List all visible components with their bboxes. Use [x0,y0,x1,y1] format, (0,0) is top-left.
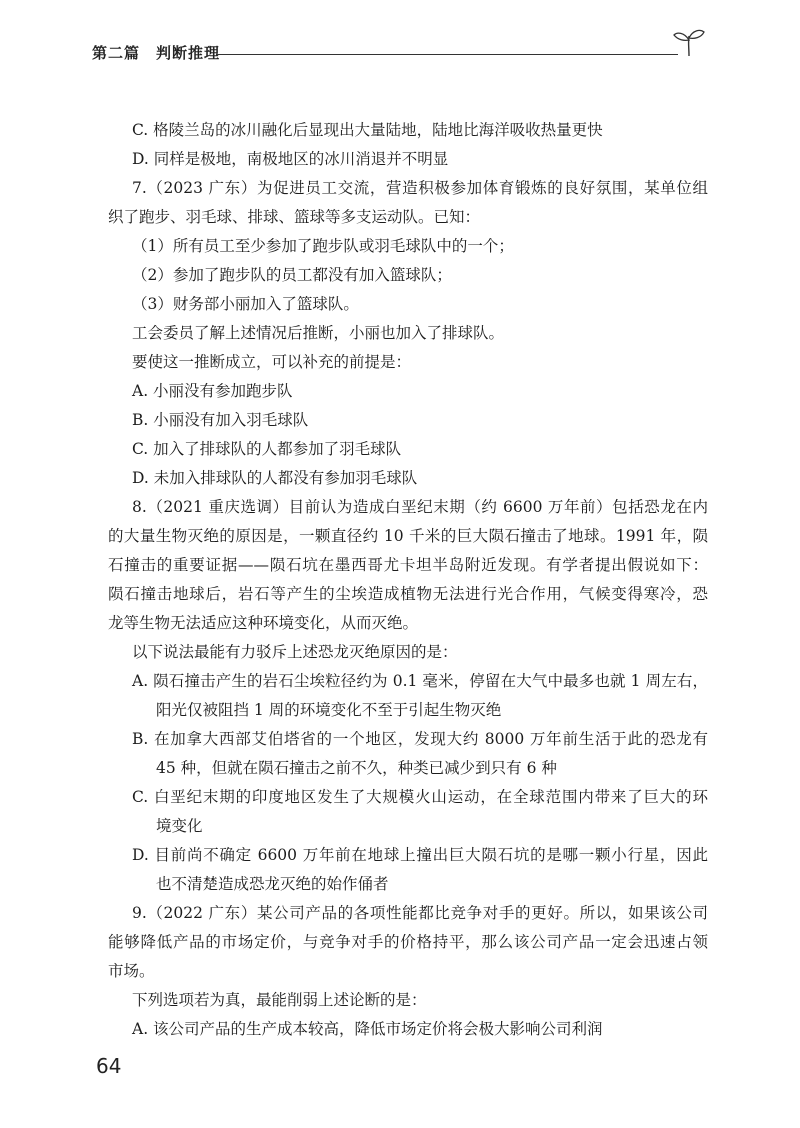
option-line: A. 陨石撞击产生的岩石尘埃粒径约为 0.1 毫米，停留在大气中最多也就 1 周左右， [132,672,708,690]
option-line: C. 加入了排球队的人都参加了羽毛球队 [132,440,402,458]
option-line: D. 未加入排球队的人都没有参加羽毛球队 [132,469,418,487]
question-text: 陨石撞击地球后，岩石等产生的尘埃造成植物无法进行光合作用，气候变得寒冷，恐 [108,585,708,603]
question-text: 7.（2023 广东）为促进员工交流，营造积极参加体育锻炼的良好氛围，某单位组 [132,179,708,197]
question-text: 工会委员了解上述情况后推断，小丽也加入了排球队。 [132,324,505,342]
question-text: 8.（2021 重庆选调）目前认为造成白垩纪末期（约 6600 万年前）包括恐龙在内 [132,498,708,516]
page-body [108,116,708,1044]
option-continuation: 也不清楚造成恐龙灭绝的始作俑者 [156,875,389,893]
option-continuation: 境变化 [156,817,203,835]
header-rule [216,54,678,55]
condition-line: （1）所有员工至少参加了跑步队或羽毛球队中的一个； [132,237,514,255]
option-continuation: 45 种，但就在陨石撞击之前不久，种类已减少到只有 6 种 [156,759,557,777]
page-number: 64 [96,1054,122,1078]
option-line: A. 该公司产品的生产成本较高，降低市场定价将会极大影响公司利润 [132,1020,603,1038]
sprout-icon [672,26,706,58]
question-text: 织了跑步、羽毛球、排球、篮球等多支运动队。已知： [108,208,481,226]
question-text: 龙等生物无法适应这种环境变化，从而灭绝。 [108,614,419,632]
question-prompt: 以下说法最能有力驳斥上述恐龙灭绝原因的是： [132,643,458,661]
option-line: D. 同样是极地，南极地区的冰川消退并不明显 [132,150,449,168]
option-line: C. 格陵兰岛的冰川融化后显现出大量陆地，陆地比海洋吸收热量更快 [132,121,603,139]
question-text: 市场。 [108,962,155,980]
option-continuation: 阳光仅被阻挡 1 周的环境变化不至于引起生物灭绝 [156,701,502,719]
question-prompt: 下列选项若为真，最能削弱上述论断的是： [132,991,427,1009]
condition-line: （2）参加了跑步队的员工都没有加入篮球队； [132,266,452,284]
question-text: 石撞击的重要证据——陨石坑在墨西哥尤卡坦半岛附近发现。有学者提出假说如下： [108,556,708,574]
question-prompt: 要使这一推断成立，可以补充的前提是： [132,353,412,371]
question-text: 的大量生物灭绝的原因是，一颗直径约 10 千米的巨大陨石撞击了地球。1991 年，陨 [108,527,708,545]
option-line: D. 目前尚不确定 6600 万年前在地球上撞出巨大陨石坑的是哪一颗小行星，因此 [132,846,708,864]
option-line: B. 小丽没有加入羽毛球队 [132,411,309,429]
option-line: A. 小丽没有参加跑步队 [132,382,293,400]
question-text: 能够降低产品的市场定价，与竞争对手的价格持平，那么该公司产品一定会迅速占领 [108,933,708,951]
section-title: 第二篇 判断推理 [92,44,221,62]
question-text: 9.（2022 广东）某公司产品的各项性能都比竞争对手的更好。所以，如果该公司 [132,904,708,922]
condition-line: （3）财务部小丽加入了篮球队。 [132,295,359,313]
option-line: B. 在加拿大西部艾伯塔省的一个地区，发现大约 8000 万年前生活于此的恐龙有 [132,730,708,748]
running-header [92,40,706,64]
option-line: C. 白垩纪末期的印度地区发生了大规模火山运动，在全球范围内带来了巨大的环 [132,788,708,806]
